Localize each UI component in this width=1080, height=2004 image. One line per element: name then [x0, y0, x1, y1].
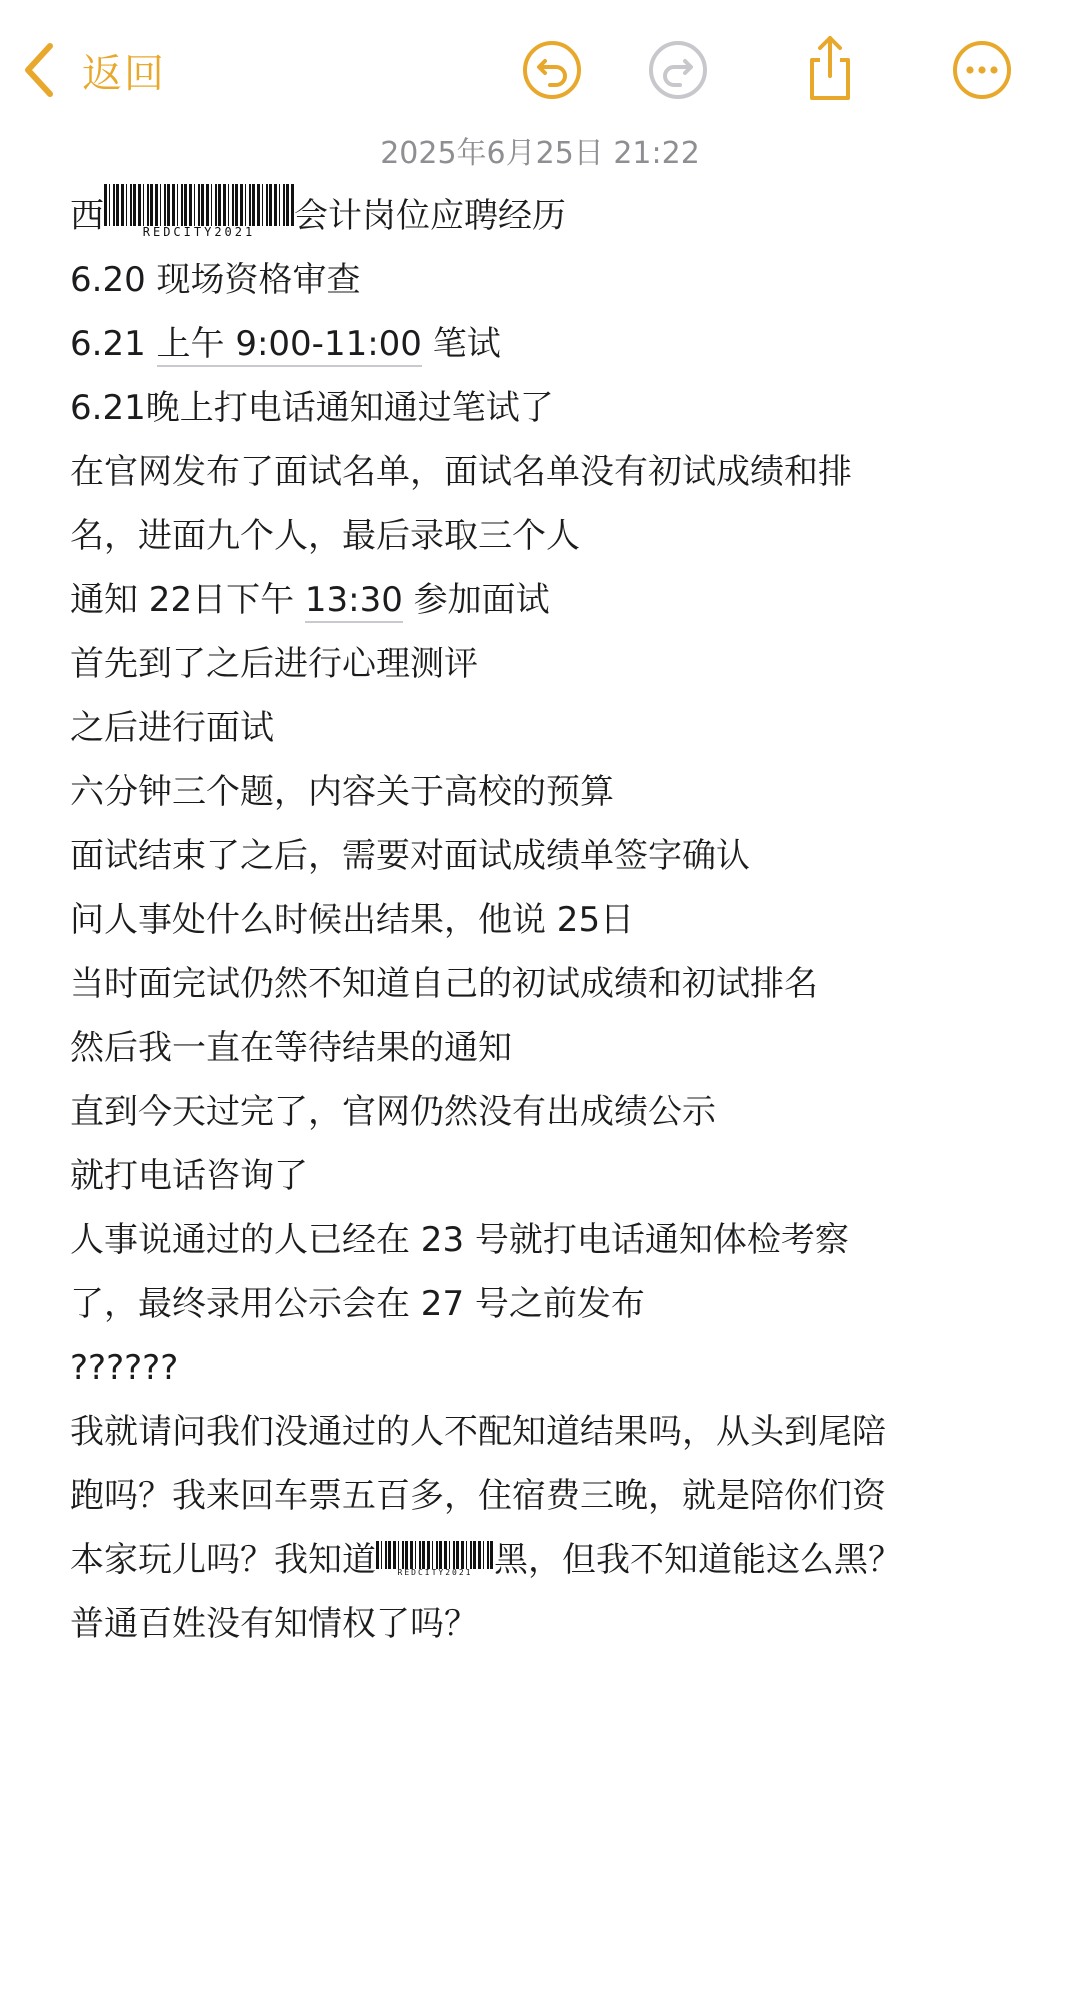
undo-icon — [520, 38, 584, 102]
note-line: 了，最终录用公示会在 27 号之前发布 — [70, 1284, 645, 1324]
back-label: 返回 — [82, 50, 166, 97]
back-button[interactable] — [22, 38, 166, 102]
note-text: 会计岗位应聘经历 — [294, 196, 566, 236]
note-line: 之后进行面试 — [70, 708, 274, 748]
note-line: 然后我一直在等待结果的通知 — [70, 1028, 512, 1068]
note-text: 通知 22日下午 — [70, 580, 305, 620]
note-line: 我就请问我们没通过的人不配知道结果吗，从头到尾陪 — [70, 1412, 886, 1452]
note-line: 当时面完试仍然不知道自己的初试成绩和初试排名 — [70, 964, 818, 1004]
undo-button[interactable] — [520, 38, 584, 102]
note-timestamp: 2025年6月25日 21:22 — [380, 136, 700, 171]
note-toolbar — [0, 0, 1080, 140]
note-text: 6.21 — [70, 324, 157, 364]
note-line: 就打电话咨询了 — [70, 1156, 308, 1196]
note-line: 面试结束了之后，需要对面试成绩单签字确认 — [70, 836, 750, 876]
note-text: 参加面试 — [402, 580, 550, 620]
more-icon — [950, 38, 1014, 102]
note-line — [70, 184, 1030, 248]
note-line: 人事说通过的人已经在 23 号就打电话通知体检考察 — [70, 1220, 849, 1260]
note-text: 西 — [70, 196, 104, 236]
note-line: 首先到了之后进行心理测评 — [70, 644, 478, 684]
note-line: 六分钟三个题，内容关于高校的预算 — [70, 772, 614, 812]
note-body[interactable] — [70, 184, 1030, 1656]
note-line — [70, 1528, 1030, 1592]
note-line: 名，进面九个人，最后录取三个人 — [70, 516, 580, 556]
redo-button[interactable] — [646, 38, 710, 102]
note-line: 直到今天过完了，官网仍然没有出成绩公示 — [70, 1092, 716, 1132]
note-line: 跑吗？我来回车票五百多，住宿费三晚，就是陪你们资 — [70, 1476, 886, 1516]
note-line: 6.20 现场资格审查 — [70, 260, 361, 300]
note-line: 问人事处什么时候出结果，他说 25日 — [70, 900, 635, 940]
share-button[interactable] — [798, 32, 862, 104]
note-line: 普通百姓没有知情权了吗？ — [70, 1604, 478, 1644]
redaction-watermark: REDCITY2021 — [376, 1569, 494, 1577]
note-line — [70, 312, 1030, 376]
note-text: 本家玩儿吗？我知道 — [70, 1540, 376, 1580]
share-icon — [798, 32, 862, 104]
time-link[interactable]: 13:30 — [305, 580, 403, 623]
note-line: 6.21晚上打电话通知通过笔试了 — [70, 388, 554, 428]
note-text: 黑，但我不知道能这么黑？ — [494, 1540, 902, 1580]
note-line — [70, 568, 1030, 632]
redaction-barcode — [104, 184, 294, 239]
time-link[interactable]: 上午 9:00-11:00 — [157, 324, 422, 367]
more-button[interactable] — [950, 38, 1014, 102]
note-line: 在官网发布了面试名单，面试名单没有初试成绩和排 — [70, 452, 852, 492]
note-line: ?????? — [70, 1348, 179, 1388]
redaction-watermark: REDCITY2021 — [104, 226, 294, 238]
redaction-barcode — [376, 1541, 494, 1577]
redo-icon — [646, 38, 710, 102]
note-text: 笔试 — [421, 324, 501, 364]
chevron-left-icon — [22, 42, 56, 98]
